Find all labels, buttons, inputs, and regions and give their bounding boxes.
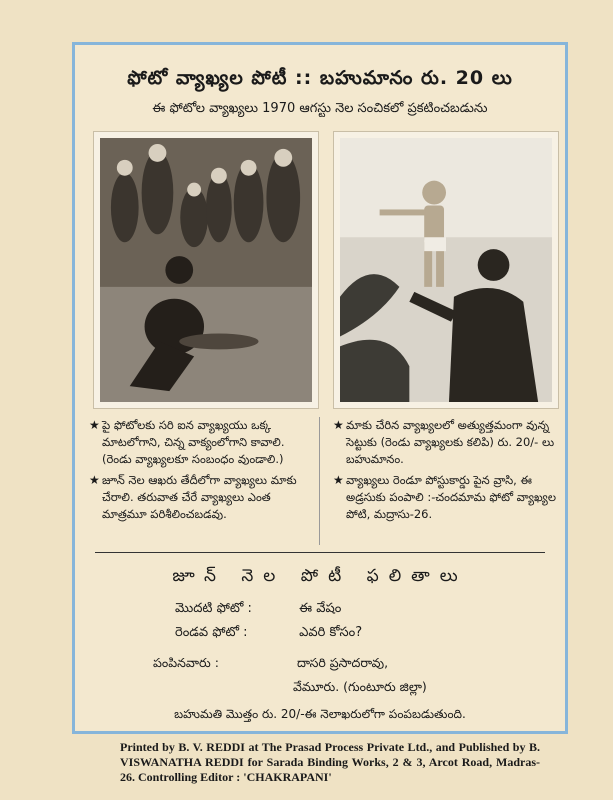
result-label: రెండవ ఫోటో : bbox=[175, 625, 248, 640]
star-icon: ★ bbox=[333, 473, 344, 487]
star-icon: ★ bbox=[89, 418, 100, 432]
sender-label: పంపినవారు : bbox=[153, 655, 219, 670]
result-value: ఈ వేషం bbox=[299, 601, 342, 616]
prize-note: బహుమతి మొత్తం రు. 20/-ఈ నెలాఖరులోగా పంపబడుతుంది. bbox=[174, 707, 466, 721]
result-value: ఎవరి కోసం? bbox=[299, 625, 363, 640]
printer-credit: Printed by B. V. REDDI at The Prasad Process Private Ltd., and Published by B. VISWANATHA REDDI for Sarada Binding Works, 2 & 3, Arcot Road, Madras-26. Controlling Editor : 'CHAKRAPANI' bbox=[120, 740, 540, 784]
rules-left-column bbox=[89, 417, 315, 527]
sender-name: దాసరి ప్రసాదరావు, bbox=[296, 655, 389, 670]
result-first-photo bbox=[175, 601, 341, 619]
winner-info bbox=[153, 651, 427, 699]
rules-right-column bbox=[333, 417, 559, 527]
result-second-photo bbox=[175, 625, 362, 643]
star-icon: ★ bbox=[89, 473, 100, 487]
contest-subtitle: ఈ ఫోటోల వ్యాఖ్యలు 1970 ఆగస్టు నెల సంచికలో ప్రకటించబడును bbox=[152, 101, 488, 116]
column-divider bbox=[319, 417, 320, 545]
contest-title: ఫోటో వ్యాఖ్యల పోటీ :: బహుమానం రు. 20 లు bbox=[127, 67, 513, 89]
rule-text: పై ఫోటోలకు సరి ఐన వ్యాఖ్యయు ఒక్క మాటలోగాని, చిన్న వాక్యంలోగాని కావాలి. (రెండు వ్యాఖ్యలకూ సంబంధం వుండాలి.) bbox=[102, 418, 285, 466]
result-label: మొదటి ఫోటో : bbox=[175, 601, 252, 616]
photo-children-image bbox=[100, 138, 312, 402]
rule-item bbox=[89, 417, 315, 468]
section-divider bbox=[95, 552, 545, 553]
photo-man-balancing-child bbox=[333, 131, 559, 409]
rule-text: వ్యాఖ్యలు రెండూ పోస్టుకార్డు పైన వ్రాసి, ఈ అడ్రసుకు పంపాలి :-చందమామ ఫోటో వ్యాఖ్యల పోటి, మద్రాసు-26. bbox=[346, 473, 556, 521]
rule-item bbox=[333, 417, 559, 468]
rule-text: మాకు చేరిన వ్యాఖ్యలలో అత్యుత్తమంగా వున్న సెట్టుకు (రెండు వ్యాఖ్యలకు కలిపి) రు. 20/- లు బహుమానం. bbox=[346, 418, 555, 466]
star-icon: ★ bbox=[333, 418, 344, 432]
rule-item bbox=[333, 472, 559, 523]
photo-children-playing bbox=[93, 131, 319, 409]
sender-place: వేమూరు. (గుంటూరు జిల్లా) bbox=[293, 679, 427, 694]
photo-balance-image bbox=[340, 138, 552, 402]
rule-item bbox=[89, 472, 315, 523]
contest-frame bbox=[72, 42, 568, 734]
rule-text: జూన్ నెల ఆఖరు తేదీలోగా వ్యాఖ్యలు మాకు చేరాలి. తరువాత చేరే వ్యాఖ్యలు ఎంత మాత్రమూ పరిశీలించబడవు. bbox=[102, 473, 297, 521]
results-title: జూన్ నెల పోటీ ఫలితాలు bbox=[172, 566, 468, 586]
